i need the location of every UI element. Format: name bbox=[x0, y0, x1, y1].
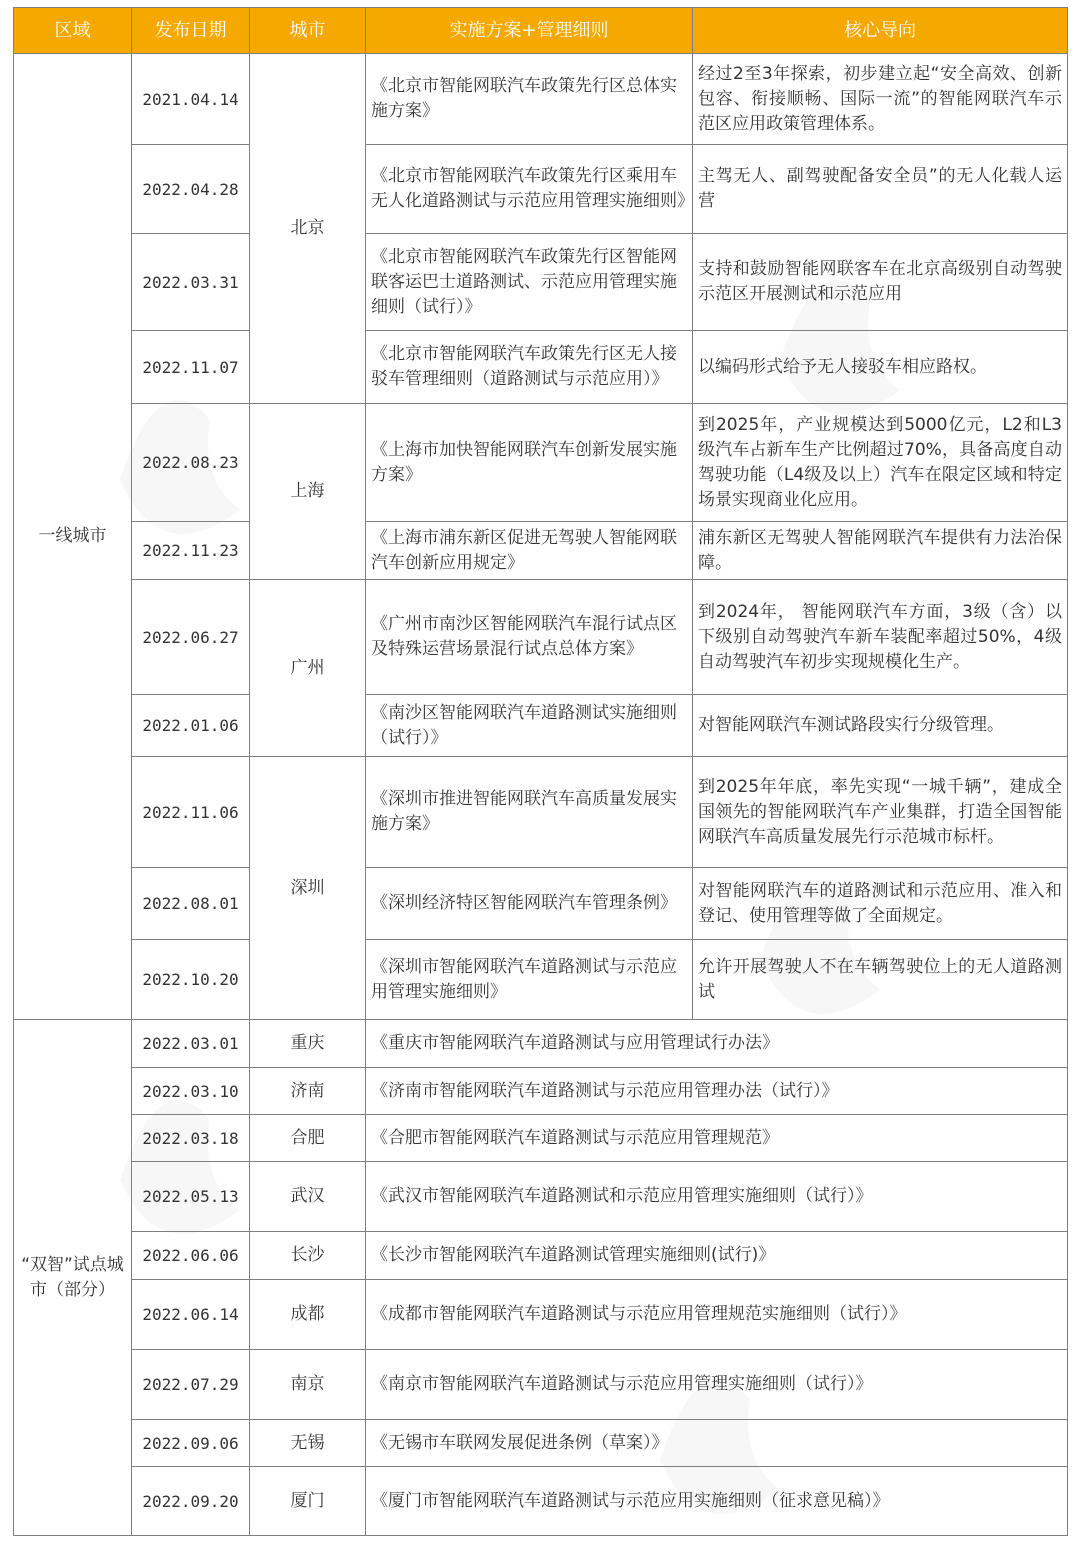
header-plan: 实施方案+管理细则 bbox=[366, 8, 693, 54]
plan-cell: 《武汉市智能网联汽车道路测试和示范应用管理实施细则（试行）》 bbox=[366, 1162, 1068, 1232]
city-cell: 无锡 bbox=[250, 1420, 366, 1467]
date-cell: 2022.09.20 bbox=[132, 1467, 250, 1536]
date-cell: 2022.06.06 bbox=[132, 1232, 250, 1280]
plan-cell: 《上海市加快智能网联汽车创新发展实施方案》 bbox=[366, 404, 693, 522]
region-cell-pilot: “双智”试点城市（部分） bbox=[14, 1020, 132, 1536]
guide-cell: 允许开展驾驶人不在车辆驾驶位上的无人道路测试 bbox=[693, 940, 1068, 1020]
plan-cell: 《南京市智能网联汽车道路测试与示范应用管理实施细则（试行）》 bbox=[366, 1350, 1068, 1420]
plan-cell: 《厦门市智能网联汽车道路测试与示范应用实施细则（征求意见稿）》 bbox=[366, 1467, 1068, 1536]
table-row bbox=[14, 1115, 1068, 1162]
table-row bbox=[14, 331, 1068, 404]
date-cell: 2022.07.29 bbox=[132, 1350, 250, 1420]
table-row bbox=[14, 695, 1068, 757]
table-row bbox=[14, 1162, 1068, 1232]
region-cell-tier1: 一线城市 bbox=[14, 54, 132, 1020]
plan-cell: 《深圳市智能网联汽车道路测试与示范应用管理实施细则》 bbox=[366, 940, 693, 1020]
city-cell: 合肥 bbox=[250, 1115, 366, 1162]
plan-cell: 《重庆市智能网联汽车道路测试与应用管理试行办法》 bbox=[366, 1020, 1068, 1068]
date-cell: 2022.03.18 bbox=[132, 1115, 250, 1162]
city-cell: 南京 bbox=[250, 1350, 366, 1420]
header-region: 区域 bbox=[14, 8, 132, 54]
city-cell: 济南 bbox=[250, 1068, 366, 1115]
date-cell: 2022.04.28 bbox=[132, 145, 250, 234]
table-row bbox=[14, 580, 1068, 695]
header-row bbox=[14, 8, 1068, 54]
table-row bbox=[14, 868, 1068, 940]
city-cell-beijing: 北京 bbox=[250, 54, 366, 404]
table-row bbox=[14, 940, 1068, 1020]
table-row bbox=[14, 1350, 1068, 1420]
plan-cell: 《上海市浦东新区促进无驾驶人智能网联汽车创新应用规定》 bbox=[366, 522, 693, 580]
date-cell: 2022.11.23 bbox=[132, 522, 250, 580]
plan-cell: 《合肥市智能网联汽车道路测试与示范应用管理规范》 bbox=[366, 1115, 1068, 1162]
plan-cell: 《成都市智能网联汽车道路测试与示范应用管理规范实施细则（试行）》 bbox=[366, 1280, 1068, 1350]
plan-cell: 《北京市智能网联汽车政策先行区总体实施方案》 bbox=[366, 54, 693, 145]
date-cell: 2022.10.20 bbox=[132, 940, 250, 1020]
date-cell: 2022.06.14 bbox=[132, 1280, 250, 1350]
guide-cell: 到2025年年底，率先实现“一城千辆”，建成全国领先的智能网联汽车产业集群，打造全国智能网联汽车高质量发展先行示范城市标杆。 bbox=[693, 757, 1068, 868]
header-guide: 核心导向 bbox=[693, 8, 1068, 54]
plan-cell: 《长沙市智能网联汽车道路测试管理实施细则(试行)》 bbox=[366, 1232, 1068, 1280]
plan-cell: 《北京市智能网联汽车政策先行区乘用车无人化道路测试与示范应用管理实施细则》 bbox=[366, 145, 693, 234]
table-row bbox=[14, 145, 1068, 234]
city-cell: 长沙 bbox=[250, 1232, 366, 1280]
plan-cell: 《北京市智能网联汽车政策先行区无人接驳车管理细则（道路测试与示范应用）》 bbox=[366, 331, 693, 404]
plan-cell: 《广州市南沙区智能网联汽车混行试点区及特殊运营场景混行试点总体方案》 bbox=[366, 580, 693, 695]
date-cell: 2022.06.27 bbox=[132, 580, 250, 695]
table-row bbox=[14, 522, 1068, 580]
date-cell: 2022.03.31 bbox=[132, 234, 250, 331]
city-cell: 重庆 bbox=[250, 1020, 366, 1068]
plan-cell: 《南沙区智能网联汽车道路测试实施细则（试行）》 bbox=[366, 695, 693, 757]
city-cell: 厦门 bbox=[250, 1467, 366, 1536]
city-cell: 武汉 bbox=[250, 1162, 366, 1232]
guide-cell: 对智能网联汽车测试路段实行分级管理。 bbox=[693, 695, 1068, 757]
guide-cell: 到2024年， 智能网联汽车方面，3级（含）以下级别自动驾驶汽车新车装配率超过50%，4级自动驾驶汽车初步实现规模化生产。 bbox=[693, 580, 1068, 695]
plan-cell: 《北京市智能网联汽车政策先行区智能网联客运巴士道路测试、示范应用管理实施细则（试行）》 bbox=[366, 234, 693, 331]
table-row bbox=[14, 1020, 1068, 1068]
guide-cell: 支持和鼓励智能网联客车在北京高级别自动驾驶示范区开展测试和示范应用 bbox=[693, 234, 1068, 331]
header-city: 城市 bbox=[250, 8, 366, 54]
table-row bbox=[14, 1420, 1068, 1467]
plan-cell: 《深圳经济特区智能网联汽车管理条例》 bbox=[366, 868, 693, 940]
date-cell: 2022.08.23 bbox=[132, 404, 250, 522]
date-cell: 2022.01.06 bbox=[132, 695, 250, 757]
header-date: 发布日期 bbox=[132, 8, 250, 54]
date-cell: 2022.03.01 bbox=[132, 1020, 250, 1068]
table-row bbox=[14, 1467, 1068, 1536]
guide-cell: 以编码形式给予无人接驳车相应路权。 bbox=[693, 331, 1068, 404]
table-row bbox=[14, 1232, 1068, 1280]
plan-cell: 《深圳市推进智能网联汽车高质量发展实施方案》 bbox=[366, 757, 693, 868]
date-cell: 2022.05.13 bbox=[132, 1162, 250, 1232]
date-cell: 2022.08.01 bbox=[132, 868, 250, 940]
city-cell-shanghai: 上海 bbox=[250, 404, 366, 580]
table-row bbox=[14, 1280, 1068, 1350]
date-cell: 2022.11.06 bbox=[132, 757, 250, 868]
guide-cell: 浦东新区无驾驶人智能网联汽车提供有力法治保障。 bbox=[693, 522, 1068, 580]
guide-cell: 到2025年，产业规模达到5000亿元，L2和L3级汽车占新车生产比例超过70%，具备高度自动驾驶功能（L4级及以上）汽车在限定区域和特定场景实现商业化应用。 bbox=[693, 404, 1068, 522]
guide-cell: 经过2至3年探索，初步建立起“安全高效、创新包容、衔接顺畅、国际一流”的智能网联汽车示范区应用政策管理体系。 bbox=[693, 54, 1068, 145]
date-cell: 2022.11.07 bbox=[132, 331, 250, 404]
policy-table bbox=[13, 7, 1068, 1536]
table-row bbox=[14, 1068, 1068, 1115]
guide-cell: 主驾无人、副驾驶配备安全员”的无人化载人运营 bbox=[693, 145, 1068, 234]
plan-cell: 《无锡市车联网发展促进条例（草案）》 bbox=[366, 1420, 1068, 1467]
guide-cell: 对智能网联汽车的道路测试和示范应用、准入和登记、使用管理等做了全面规定。 bbox=[693, 868, 1068, 940]
date-cell: 2022.09.06 bbox=[132, 1420, 250, 1467]
date-cell: 2021.04.14 bbox=[132, 54, 250, 145]
city-cell-guangzhou: 广州 bbox=[250, 580, 366, 757]
table-row bbox=[14, 54, 1068, 145]
table-row bbox=[14, 757, 1068, 868]
table-row bbox=[14, 234, 1068, 331]
date-cell: 2022.03.10 bbox=[132, 1068, 250, 1115]
plan-cell: 《济南市智能网联汽车道路测试与示范应用管理办法（试行）》 bbox=[366, 1068, 1068, 1115]
city-cell: 成都 bbox=[250, 1280, 366, 1350]
city-cell-shenzhen: 深圳 bbox=[250, 757, 366, 1020]
table-row bbox=[14, 404, 1068, 522]
